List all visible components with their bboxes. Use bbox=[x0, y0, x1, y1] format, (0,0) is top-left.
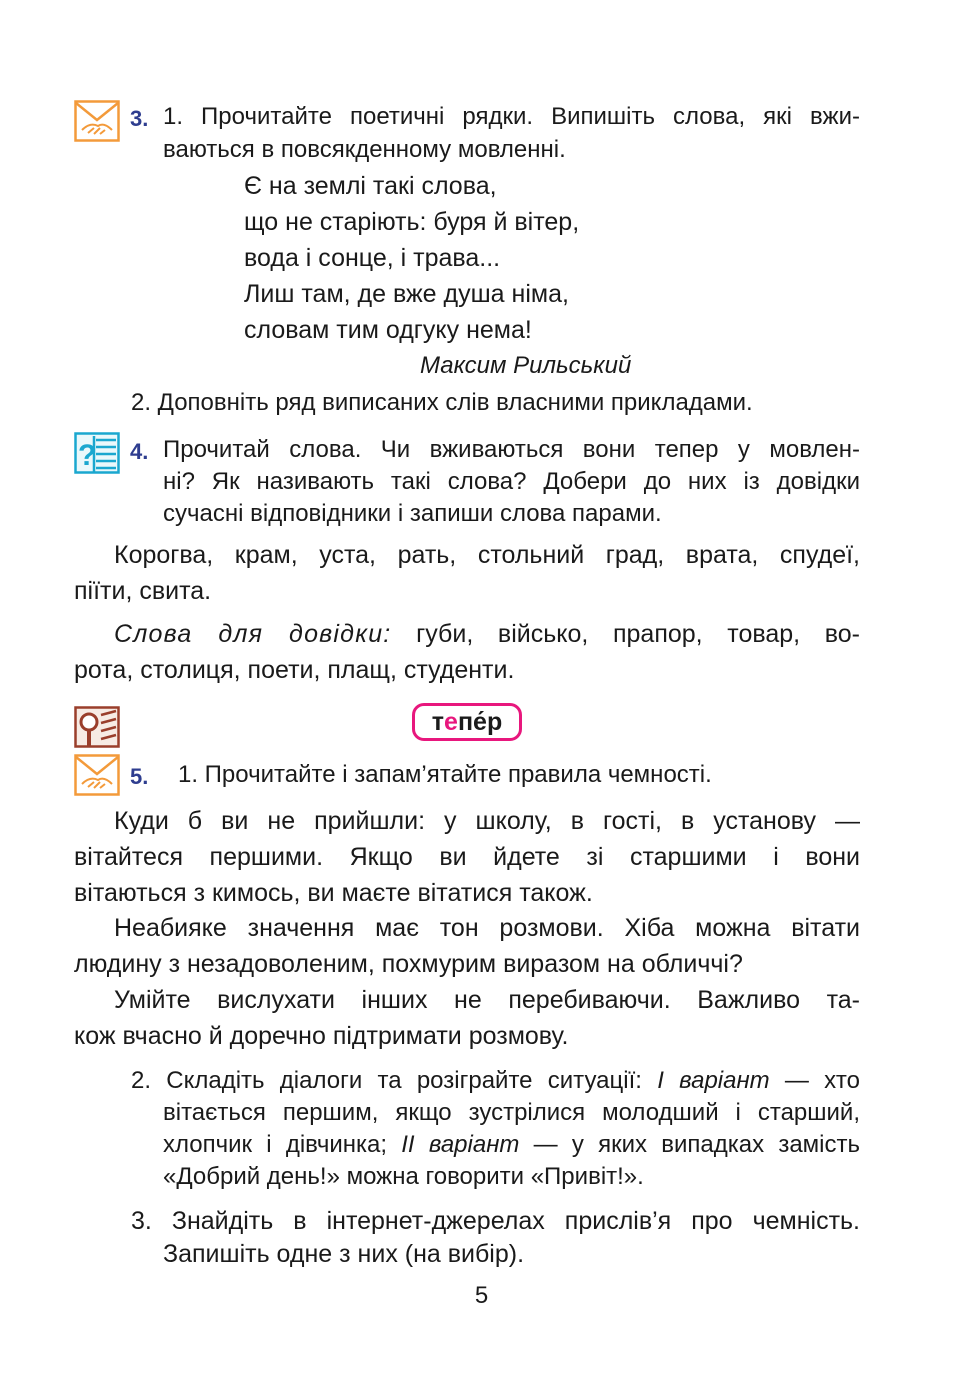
exercise-4-number: 4. bbox=[130, 439, 149, 464]
exercise-4-task-line-2: ні? Як називають такі слова? Добери до них із довідки bbox=[163, 468, 860, 495]
exercise-3-task-2: 2. Доповніть ряд виписаних слів власними прикладами. bbox=[131, 389, 753, 416]
task-2-text: — у яких випадках замість bbox=[519, 1131, 861, 1158]
poem-line: словам тим одгуку нема! bbox=[244, 316, 532, 344]
archaic-words-line-2: піїти, свита. bbox=[74, 577, 212, 605]
exercise-3-number: 3. bbox=[130, 106, 149, 131]
exercise-5-task-2-line-3 bbox=[163, 1129, 860, 1161]
exercise-3-task-line-2: ваються в повсякденному мовленні. bbox=[163, 136, 566, 163]
rules-paragraph-1-line: Куди б ви не прийшли: у школу, в гості, в установу — bbox=[114, 807, 860, 835]
variant-1-label: І варіант bbox=[657, 1067, 770, 1094]
poem-line: Є на землі такі слова, bbox=[244, 172, 497, 200]
help-words-line-1 bbox=[114, 618, 860, 650]
variant-2-label: ІІ варіант bbox=[401, 1131, 520, 1158]
exercise-4-task-line-3: сучасні відповідники і запиши слова парами. bbox=[163, 500, 662, 527]
word-badge bbox=[412, 703, 522, 741]
task-2-text: — хто bbox=[769, 1067, 860, 1094]
exercise-5-task-3-line-1: 3. Знайдіть в інтернет-джерелах прислів’я про чемність. bbox=[131, 1207, 860, 1235]
rules-paragraph-3-line: Умійте вислухати інших не перебиваючи. Важливо та- bbox=[114, 986, 860, 1014]
rules-paragraph-1-line: вітайтеся першими. Якщо ви йдете зі старшими і вони bbox=[74, 843, 860, 871]
exercise-5-task-3-line-2: Запишіть одне з них (на вибір). bbox=[163, 1240, 525, 1268]
task-2-text: 2. Складіть діалоги та розіграйте ситуації: bbox=[131, 1067, 658, 1094]
poem-author: Максим Рильський bbox=[420, 352, 632, 379]
help-words-list-start: губи, військо, прапор, товар, во- bbox=[391, 620, 860, 648]
word-badge-start: т bbox=[431, 708, 445, 736]
rules-paragraph-1-line: вітаються з кимось, ви маєте вітатися також. bbox=[74, 879, 593, 907]
word-badge-end: пе́р bbox=[457, 708, 503, 736]
rules-paragraph-2-line: Неабияке значення має тон розмови. Хіба можна вітати bbox=[114, 914, 860, 942]
magnifier-book-icon bbox=[74, 706, 120, 748]
exercise-5-task-2-line-2: вітається першим, якщо зустрілися молодший і старший, bbox=[163, 1099, 860, 1126]
help-words-label: Слова для довідки: bbox=[114, 620, 392, 648]
exercise-5-task-2-line-1 bbox=[131, 1065, 860, 1097]
envelope-handshake-icon bbox=[74, 754, 120, 796]
task-2-text: хлопчик і дівчинка; bbox=[163, 1131, 402, 1158]
page-number: 5 bbox=[474, 1282, 489, 1309]
svg-text:?: ? bbox=[78, 439, 97, 472]
poem-line: вода і сонце, і трава... bbox=[244, 244, 501, 272]
rules-paragraph-3-line: кож вчасно й доречно підтримати розмову. bbox=[74, 1022, 569, 1050]
question-book-icon bbox=[74, 432, 120, 474]
archaic-words-line-1: Корогва, крам, уста, рать, стольний град, врата, спудеї, bbox=[114, 541, 860, 569]
exercise-5-task-1: 1. Прочитайте і запам’ятайте правила чемності. bbox=[178, 761, 712, 788]
exercise-3-task-line-1: 1. Прочитайте поетичні рядки. Випишіть слова, які вжи- bbox=[163, 103, 860, 130]
exercise-5-task-2-line-4: «Добрий день!» можна говорити «Привіт!». bbox=[163, 1163, 644, 1190]
word-badge-highlight: е bbox=[444, 708, 458, 736]
envelope-handshake-icon bbox=[74, 100, 120, 142]
help-words-line-2: рота, столиця, поети, плащ, студенти. bbox=[74, 656, 515, 684]
rules-paragraph-2-line: людину з незадоволеним, похмурим виразом на обличчі? bbox=[74, 950, 743, 978]
poem-line: Лиш там, де вже душа німа, bbox=[244, 280, 569, 308]
exercise-4-task-line-1: Прочитай слова. Чи вживаються вони тепер у мовлен- bbox=[163, 436, 860, 463]
poem-line: що не старіють: буря й вітер, bbox=[244, 208, 580, 236]
exercise-5-number: 5. bbox=[130, 764, 149, 789]
